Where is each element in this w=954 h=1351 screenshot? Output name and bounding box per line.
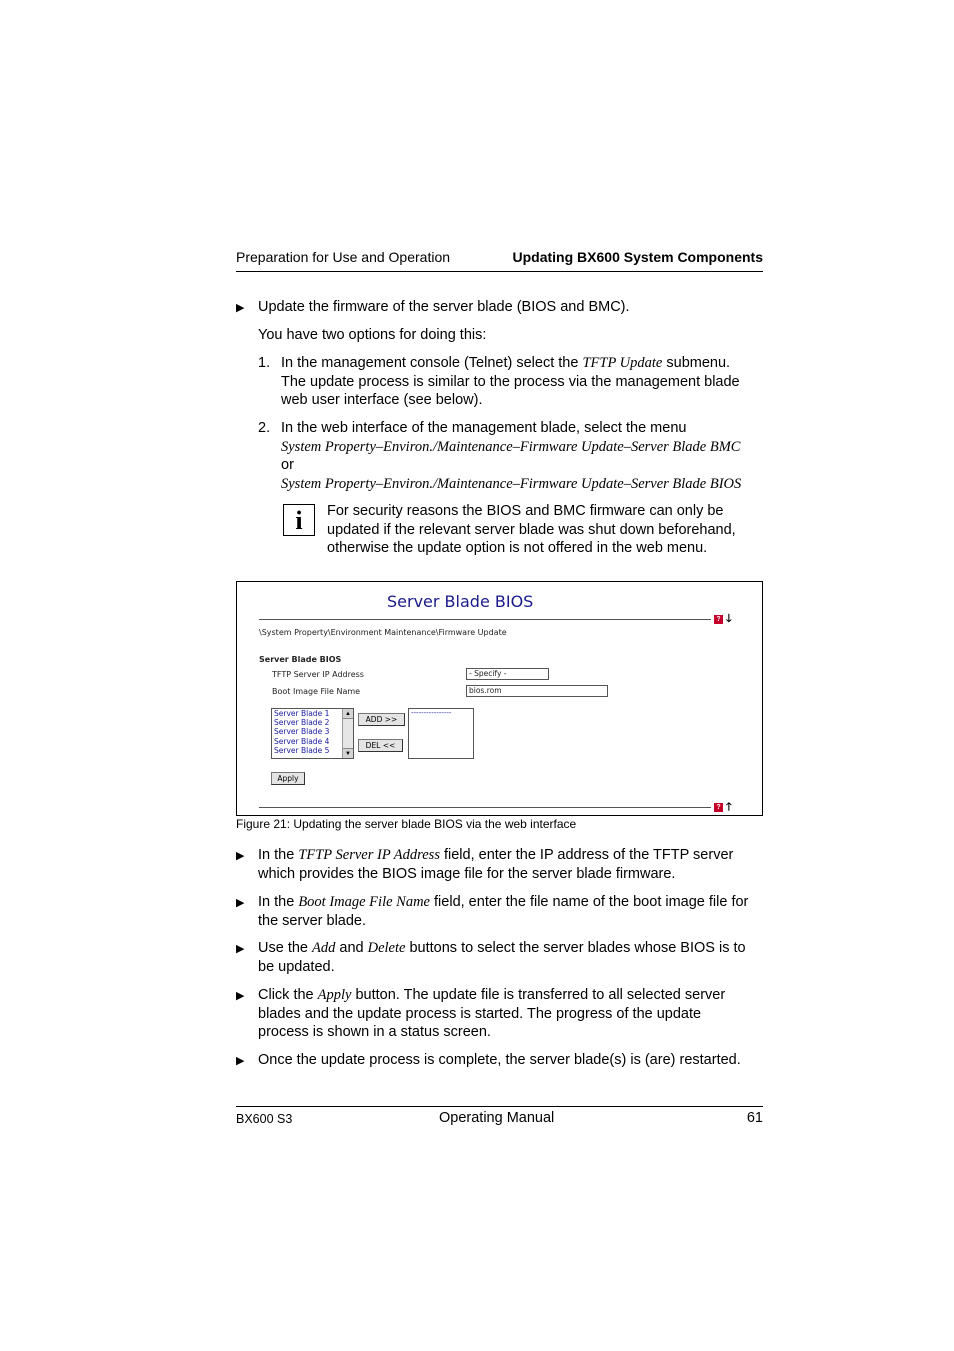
scroll-down-icon[interactable]: ▼ [343, 748, 353, 758]
selected-blade-list[interactable] [408, 708, 474, 759]
bullet-icon: ▶ [236, 1055, 245, 1067]
apply-button[interactable]: Apply [271, 772, 305, 785]
tftp-ip-input[interactable]: - Specify - [466, 668, 549, 680]
list-item[interactable]: Server Blade 2 [274, 718, 330, 728]
step-restart: Once the update process is complete, the server blade(s) is (are) restarted. [258, 1052, 741, 1068]
up-arrow-icon[interactable]: 🡑 [726, 801, 732, 813]
help-icon-bottom[interactable]: ? [714, 803, 723, 812]
selected-placeholder: ---------------- [411, 709, 452, 717]
step-add-delete: Use the Add and Delete buttons to select the server blades whose BIOS is to be updated. [258, 940, 746, 975]
figure-screenshot [236, 581, 763, 816]
delete-button[interactable]: DEL << [358, 739, 403, 752]
server-blade-list[interactable] [271, 708, 354, 759]
bullet-icon: ▶ [236, 302, 245, 314]
options-text: You have two options for doing this: [258, 327, 487, 343]
top-divider [259, 619, 711, 620]
figure-caption: Figure 21: Updating the server blade BIOS via the web interface [236, 817, 577, 831]
bullet-icon: ▶ [236, 943, 245, 955]
add-button[interactable]: ADD >> [358, 713, 405, 726]
step-boot-image: In the Boot Image File Name field, enter the file name of the boot image file for the server blade. [258, 894, 749, 929]
intro-bullet-text: Update the firmware of the server blade (BIOS and BMC). [258, 299, 630, 315]
web-interface-panel [247, 586, 747, 812]
list-item[interactable]: Server Blade 1 [274, 709, 330, 718]
help-icon[interactable]: ? [714, 615, 723, 624]
step-apply: Click the Apply button. The update file is transferred to all selected server blades and the update process is started. The progress of the update process is shown in a status screen. [258, 987, 726, 1040]
menu-path-bios: System Property–Environ./Maintenance–Firmware Update–Server Blade BIOS [281, 475, 742, 492]
option2-text: In the web interface of the management blade, select the menu System Property–Environ./Maintenance–Firmware Update–Server Blade BMC or System Property–Environ./Maintenance–Firmware Update–Server Blade BIOS [281, 419, 771, 493]
list-item[interactable]: Server Blade 3 [274, 727, 330, 737]
bullet-icon: ▶ [236, 850, 245, 862]
option1-number: 1. [258, 355, 271, 371]
header-chapter: Preparation for Use and Operation [236, 249, 451, 265]
option1-text: In the management console (Telnet) select the TFTP Update submenu. The update process is similar to the process via the management blade web user interface (see below). [281, 355, 740, 408]
list-scrollbar[interactable] [342, 709, 353, 758]
footer-title: Operating Manual [439, 1110, 555, 1126]
down-arrow-icon[interactable]: 🡓 [726, 613, 732, 625]
menu-path-bmc: System Property–Environ./Maintenance–Firmware Update–Server Blade BMC [281, 438, 741, 455]
boot-image-label: Boot Image File Name [272, 687, 361, 696]
scroll-up-icon[interactable]: ▲ [343, 709, 353, 719]
running-header [236, 249, 763, 272]
bottom-divider [259, 807, 711, 808]
security-note: For security reasons the BIOS and BMC firmware can only be updated if the relevant server blade was shut down beforehand, otherwise the update option is not offered in the web menu. [327, 503, 736, 556]
tftp-update-term: TFTP Update [582, 355, 663, 371]
page-number: 61 [746, 1110, 763, 1126]
list-item[interactable]: Server Blade 5 [274, 745, 330, 755]
header-section: Updating BX600 System Components [512, 249, 763, 265]
footer-model: BX600 S3 [236, 1112, 293, 1126]
bullet-icon: ▶ [236, 990, 245, 1002]
page-footer [236, 1106, 763, 1131]
tftp-label: TFTP Server IP Address [272, 670, 364, 679]
bullet-icon: ▶ [236, 897, 245, 909]
section-heading: Server Blade BIOS [259, 655, 342, 664]
step-tftp: In the TFTP Server IP Address field, enter the IP address of the TFTP server which provides the BIOS image file for the server blade firmware. [258, 847, 734, 882]
option2-number: 2. [258, 420, 271, 436]
boot-image-input[interactable]: bios.rom [466, 685, 608, 697]
info-icon: i [283, 504, 315, 536]
breadcrumb: \System Property\Environment Maintenance\Firmware Update [259, 628, 507, 637]
panel-title: Server Blade BIOS [387, 592, 534, 611]
list-item[interactable]: Server Blade 4 [274, 736, 330, 746]
